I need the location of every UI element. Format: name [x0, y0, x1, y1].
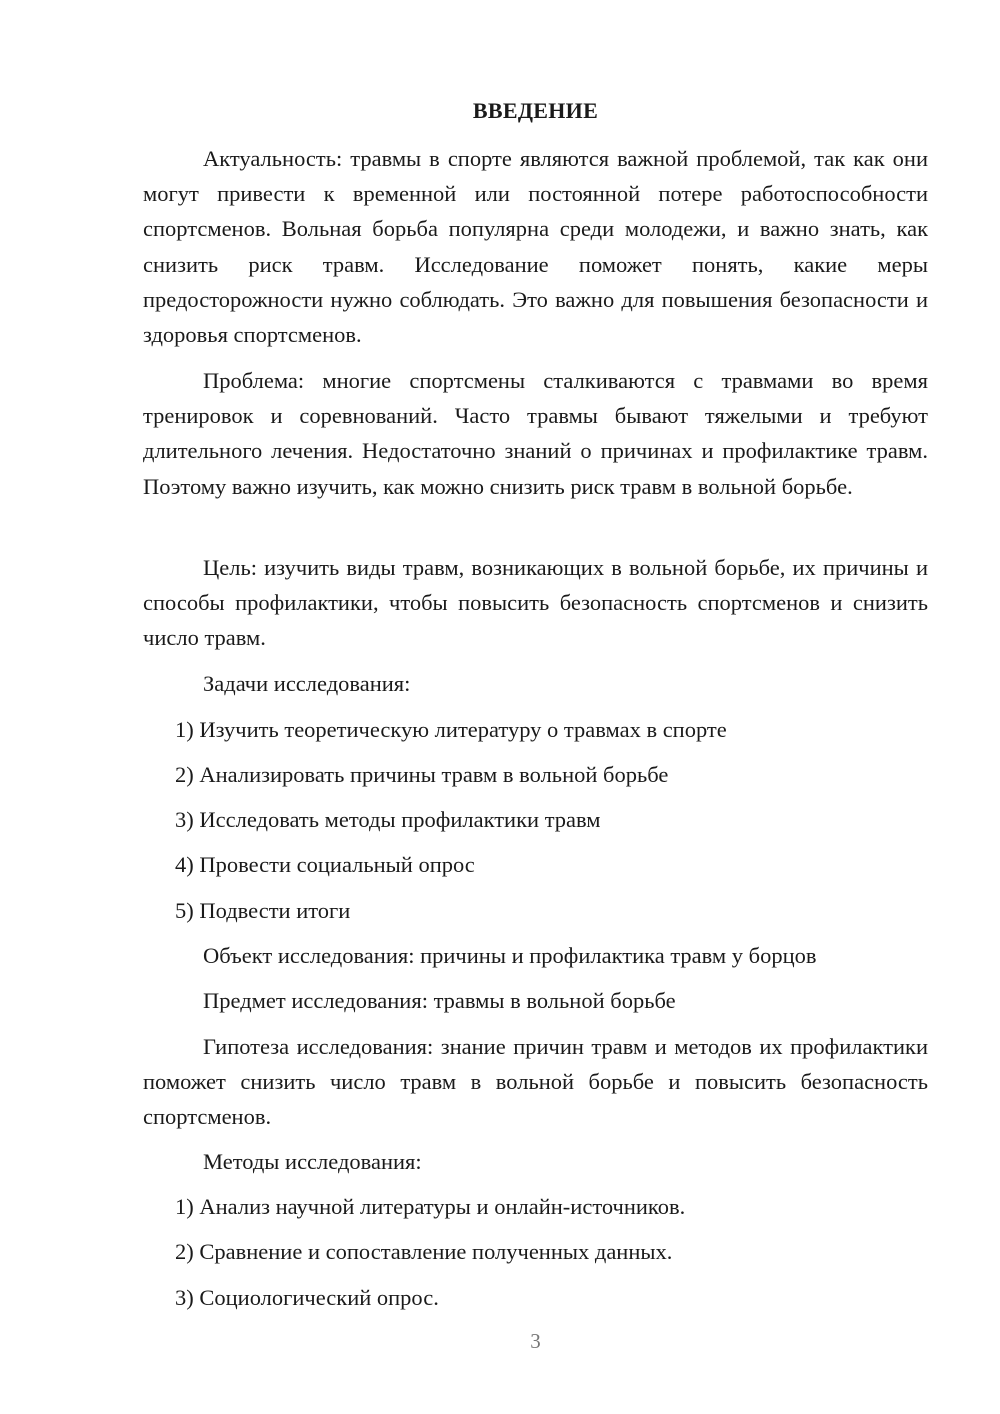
relevance-paragraph: Актуальность: травмы в спорте являются важной проблемой, так как они могут привести к временной или постоянной потере работоспособности спортсменов. Вольная борьба популярна среди молодежи, и важно знать, как снизить риск травм. Исследование поможет понять, какие меры предосторожности нужно соблюдать. Это важно для повышения безопасности и здоровья спортсменов.: [143, 146, 928, 348]
task-item: 3) Исследовать методы профилактики травм: [175, 807, 601, 832]
page-title: ВВЕДЕНИЕ: [472, 98, 599, 123]
research-object: Объект исследования: причины и профилактика травм у борцов: [203, 943, 817, 968]
method-item: 1) Анализ научной литературы и онлайн-источников.: [175, 1194, 686, 1219]
task-item: 4) Провести социальный опрос: [175, 852, 475, 877]
hypothesis-paragraph: Гипотеза исследования: знание причин травм и методов их профилактики поможет снизить число травм в вольной борьбе и повысить безопасность спортсменов.: [143, 1034, 928, 1130]
method-item: 2) Сравнение и сопоставление полученных данных.: [175, 1239, 673, 1264]
methods-heading: Методы исследования:: [203, 1149, 422, 1174]
page-number: 3: [530, 1329, 541, 1353]
task-item: 1) Изучить теоретическую литературу о травмах в спорте: [175, 717, 727, 742]
tasks-heading: Задачи исследования:: [203, 671, 411, 696]
task-item: 5) Подвести итоги: [175, 898, 351, 923]
research-subject: Предмет исследования: травмы в вольной борьбе: [203, 988, 676, 1013]
document-page: [143, 0, 928, 1414]
goal-paragraph: Цель: изучить виды травм, возникающих в вольной борьбе, их причины и способы профилактики, чтобы повысить безопасность спортсменов и снизить число травм.: [143, 555, 928, 651]
task-item: 2) Анализировать причины травм в вольной борьбе: [175, 762, 669, 787]
problem-paragraph: Проблема: многие спортсмены сталкиваются с травмами во время тренировок и соревнований. Часто травмы бывают тяжелыми и требуют длительного лечения. Недостаточно знаний о причинах и профилактике травм. Поэтому важно изучить, как можно снизить риск травм в вольной борьбе.: [143, 368, 928, 499]
method-item: 3) Социологический опрос.: [175, 1285, 439, 1310]
